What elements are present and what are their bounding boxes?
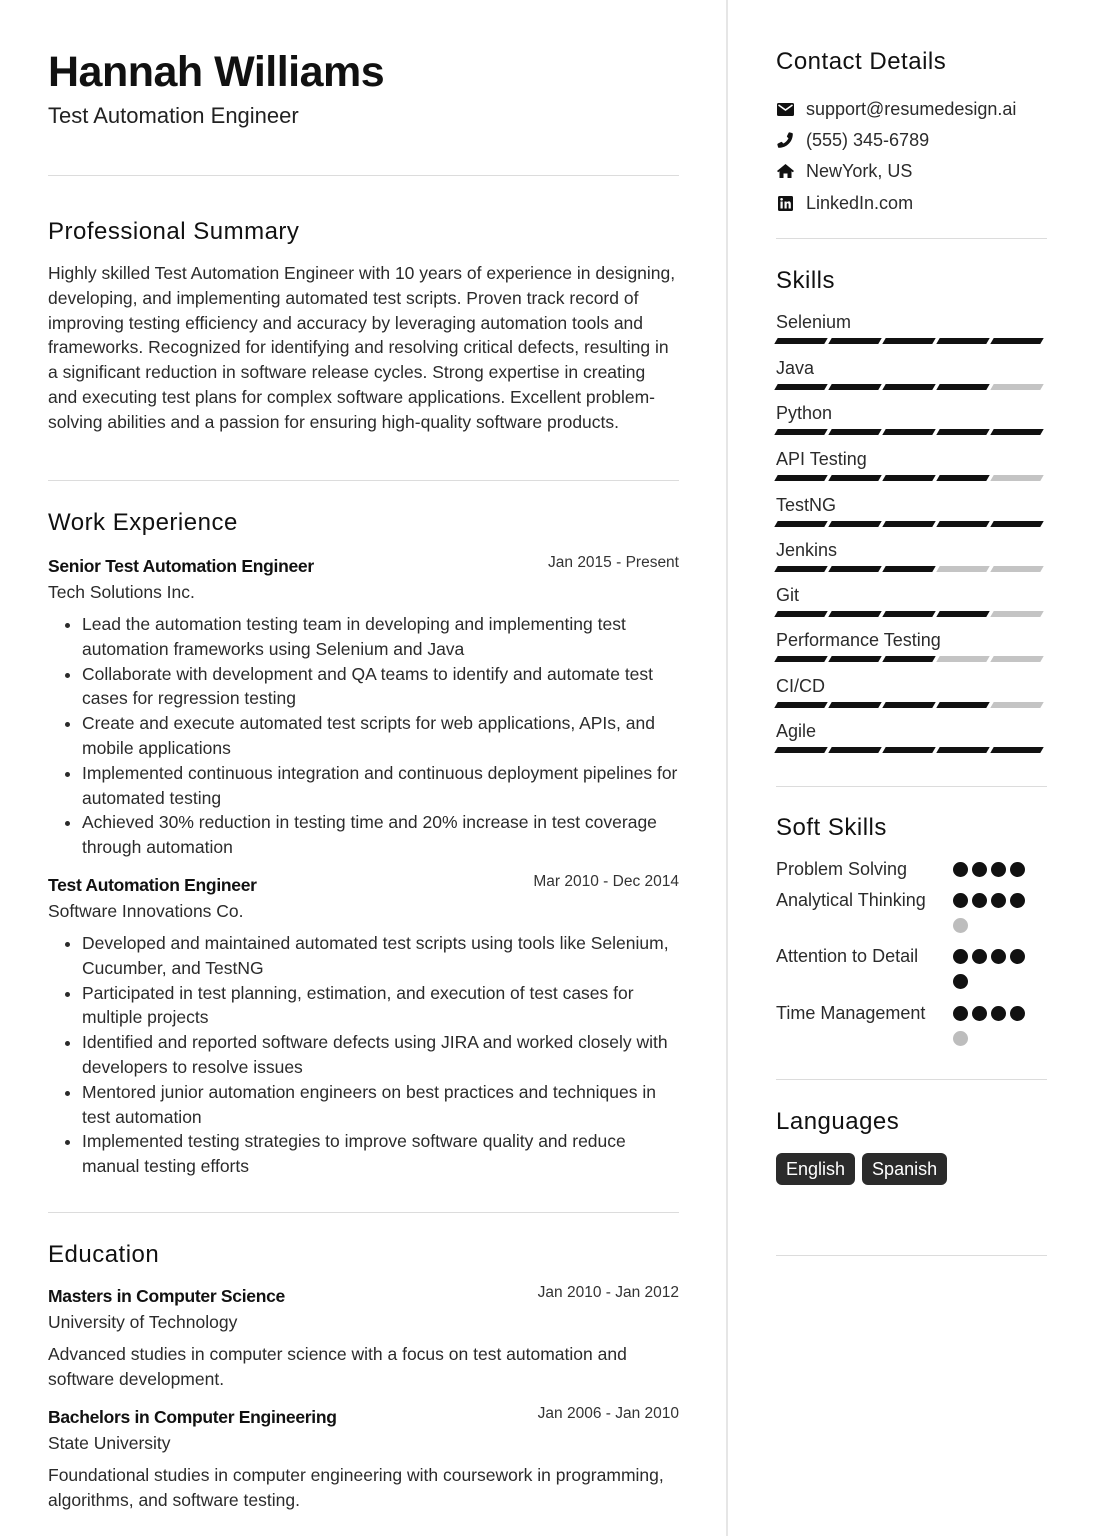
skill-item [776,402,1047,436]
job-company: Tech Solutions Inc. [48,582,195,602]
job-bullets [48,612,679,860]
skill-level-segment [828,702,881,708]
summary-title: Professional Summary [48,218,300,245]
bullet: • Implemented continuous integration and continuous deployment pipelines for automated testing [82,761,679,811]
skill-level-segment [936,521,989,527]
bullet: • Developed and maintained automated test scripts using tools like Selenium, Cucumber, and TestNG [82,931,679,981]
rating-dot [972,1006,987,1021]
soft-skill-rating [953,893,1033,933]
skill-level-segment [990,702,1043,708]
bullet: • Participated in test planning, estimation, and execution of test cases for multiple projects [82,981,679,1031]
education-entry [48,1407,679,1513]
bullet: • Collaborate with development and QA teams to identify and automate test cases for regression testing [82,662,679,712]
skill-level-bar [776,429,1047,436]
soft-skill-name: Problem Solving [776,859,908,879]
skill-level-segment [828,611,881,617]
job-bullets [48,931,679,1179]
skill-level-segment [882,566,935,572]
skill-name: Python [776,403,833,423]
skill-level-segment [828,384,881,390]
education-entry [48,1286,679,1392]
degree: Bachelors in Computer Engineering [48,1407,337,1427]
divider [776,238,1047,239]
candidate-name: Hannah Williams [48,48,385,96]
skill-item [776,720,1047,754]
experience-title: Work Experience [48,509,238,536]
soft-skill-name: Analytical Thinking [776,890,926,910]
skill-level-segment [936,702,989,708]
rating-dot [1010,949,1025,964]
skill-level-segment [774,702,827,708]
soft-skill-rating [953,1006,1033,1046]
skill-level-segment [774,611,827,617]
skill-name: Performance Testing [776,630,941,650]
skill-name: CI/CD [776,676,825,696]
education-date: Jan 2010 - Jan 2012 [537,1284,679,1301]
divider [48,1212,679,1213]
skill-level-segment [828,521,881,527]
skills-title: Skills [776,267,836,294]
rating-dot [991,949,1006,964]
degree: Masters in Computer Science [48,1286,285,1306]
divider [48,175,679,176]
phone-icon [776,131,794,149]
rating-dot [1010,893,1025,908]
skill-level-segment [882,656,935,662]
bullet: • Identified and reported software defects using JIRA and worked closely with developers to resolve issues [82,1030,679,1080]
contact-text: NewYork, US [806,160,913,181]
skill-level-segment [990,611,1043,617]
school: University of Technology [48,1312,238,1332]
job-entry [48,875,679,1179]
skill-level-segment [936,656,989,662]
rating-dot [953,1031,968,1046]
languages-title: Languages [776,1108,900,1135]
bullet: • Lead the automation testing team in developing and implementing test automation frameworks using Selenium and Java [82,612,679,662]
skill-level-segment [990,566,1043,572]
skill-level-segment [828,747,881,753]
skill-level-bar [776,566,1047,573]
rating-dot [972,862,987,877]
skill-level-segment [990,384,1043,390]
skill-level-segment [774,338,827,344]
skill-level-segment [828,656,881,662]
skill-level-segment [774,429,827,435]
job-title: Test Automation Engineer [48,875,257,895]
education-date: Jan 2006 - Jan 2010 [537,1405,679,1422]
rating-dot [1010,862,1025,877]
rating-dot [953,893,968,908]
column-divider [726,0,728,1536]
skill-name: Selenium [776,312,852,332]
divider [48,480,679,481]
skill-level-segment [774,747,827,753]
skill-level-segment [774,475,827,481]
contact-linkedin[interactable] [776,190,913,216]
language-tag: Spanish [862,1153,947,1185]
job-date: Jan 2015 - Present [548,554,679,571]
soft-skill-rating [953,949,1033,989]
skill-level-segment [774,656,827,662]
skill-name: Jenkins [776,540,838,560]
skill-level-segment [936,338,989,344]
job-entry [48,556,679,860]
skill-level-bar [776,702,1047,709]
skill-level-segment [990,747,1043,753]
divider [776,786,1047,787]
rating-dot [972,893,987,908]
skill-level-segment [936,475,989,481]
skill-item [776,494,1047,528]
contact-title: Contact Details [776,48,947,75]
skill-level-segment [990,521,1043,527]
rating-dot [953,862,968,877]
skill-name: API Testing [776,449,867,469]
skill-level-segment [828,566,881,572]
linkedin-icon [776,194,794,212]
skill-level-segment [936,611,989,617]
skill-level-segment [882,702,935,708]
skill-item [776,629,1047,663]
skill-level-segment [882,384,935,390]
contact-phone[interactable] [776,127,929,153]
skill-name: Agile [776,721,817,741]
skill-level-bar [776,384,1047,391]
skill-name: TestNG [776,495,837,515]
education-description: Advanced studies in computer science with a focus on test automation and software development. [48,1344,627,1389]
skill-name: Git [776,585,800,605]
skill-level-segment [828,429,881,435]
rating-dot [953,974,968,989]
soft-skill-rating [953,862,1033,877]
school: State University [48,1433,171,1453]
skill-item [776,357,1047,391]
contact-text: LinkedIn.com [806,192,914,213]
job-company: Software Innovations Co. [48,901,244,921]
bullet: • Achieved 30% reduction in testing time and 20% increase in test coverage through automation [82,810,679,860]
skill-level-segment [936,384,989,390]
rating-dot [972,949,987,964]
bullet: • Create and execute automated test scripts for web applications, APIs, and mobile applications [82,711,679,761]
divider [776,1079,1047,1080]
skill-level-segment [990,338,1043,344]
skill-level-segment [990,656,1043,662]
education-description: Foundational studies in computer engineering with coursework in programming, algorithms, and software testing. [48,1465,664,1510]
rating-dot [953,1006,968,1021]
contact-email[interactable] [776,96,1016,122]
rating-dot [953,949,968,964]
envelope-icon [776,100,794,118]
summary-text: Highly skilled Test Automation Engineer with 10 years of experience in designing, developing, and implementing automated test scripts. Proven track record of improving testing efficiency and accuracy by leveraging automation tools and frameworks. Recognized for identifying and resolving critical defects, resulting in a significant reduction in software release cycles. Strong expertise in creating and executing test plans for complex software applications. Excellent problem-solving abilities and a passion for ensuring high-quality software products. [48,263,676,432]
skill-item [776,539,1047,573]
skill-level-segment [936,429,989,435]
skill-level-bar [776,611,1047,618]
skill-level-segment [882,521,935,527]
skill-item [776,584,1047,618]
skill-level-segment [882,747,935,753]
skill-level-segment [882,429,935,435]
skill-item [776,448,1047,482]
contact-location [776,158,912,184]
skill-level-segment [990,429,1043,435]
rating-dot [991,1006,1006,1021]
skill-item [776,311,1047,345]
skill-level-segment [936,747,989,753]
languages-list [776,1153,954,1185]
skill-level-segment [882,611,935,617]
skill-level-segment [990,475,1043,481]
skill-level-bar [776,338,1047,345]
skill-level-segment [774,384,827,390]
home-icon [776,162,794,180]
bullet: • Implemented testing strategies to improve software quality and reduce manual testing efforts [82,1129,679,1179]
language-tag: English [776,1153,855,1185]
skill-level-bar [776,656,1047,663]
rating-dot [953,918,968,933]
skill-level-bar [776,475,1047,482]
soft-skills-title: Soft Skills [776,814,887,841]
education-title: Education [48,1241,160,1268]
contact-text: (555) 345-6789 [806,129,930,150]
job-date: Mar 2010 - Dec 2014 [533,873,679,890]
skill-level-segment [828,475,881,481]
skill-level-segment [774,566,827,572]
skill-level-segment [936,566,989,572]
divider [776,1255,1047,1256]
contact-text: support@resumedesign.ai [806,98,1017,119]
candidate-role: Test Automation Engineer [48,103,299,128]
skill-level-segment [828,338,881,344]
skill-name: Java [776,358,815,378]
rating-dot [991,893,1006,908]
skill-level-segment [774,521,827,527]
skill-level-bar [776,747,1047,754]
skill-level-segment [882,475,935,481]
rating-dot [1010,1006,1025,1021]
skill-level-bar [776,521,1047,528]
skill-item [776,675,1047,709]
job-title: Senior Test Automation Engineer [48,556,314,576]
bullet: • Mentored junior automation engineers on best practices and techniques in test automation [82,1080,679,1130]
soft-skill-name: Attention to Detail [776,946,919,966]
skill-level-segment [882,338,935,344]
rating-dot [991,862,1006,877]
soft-skill-name: Time Management [776,1003,926,1023]
